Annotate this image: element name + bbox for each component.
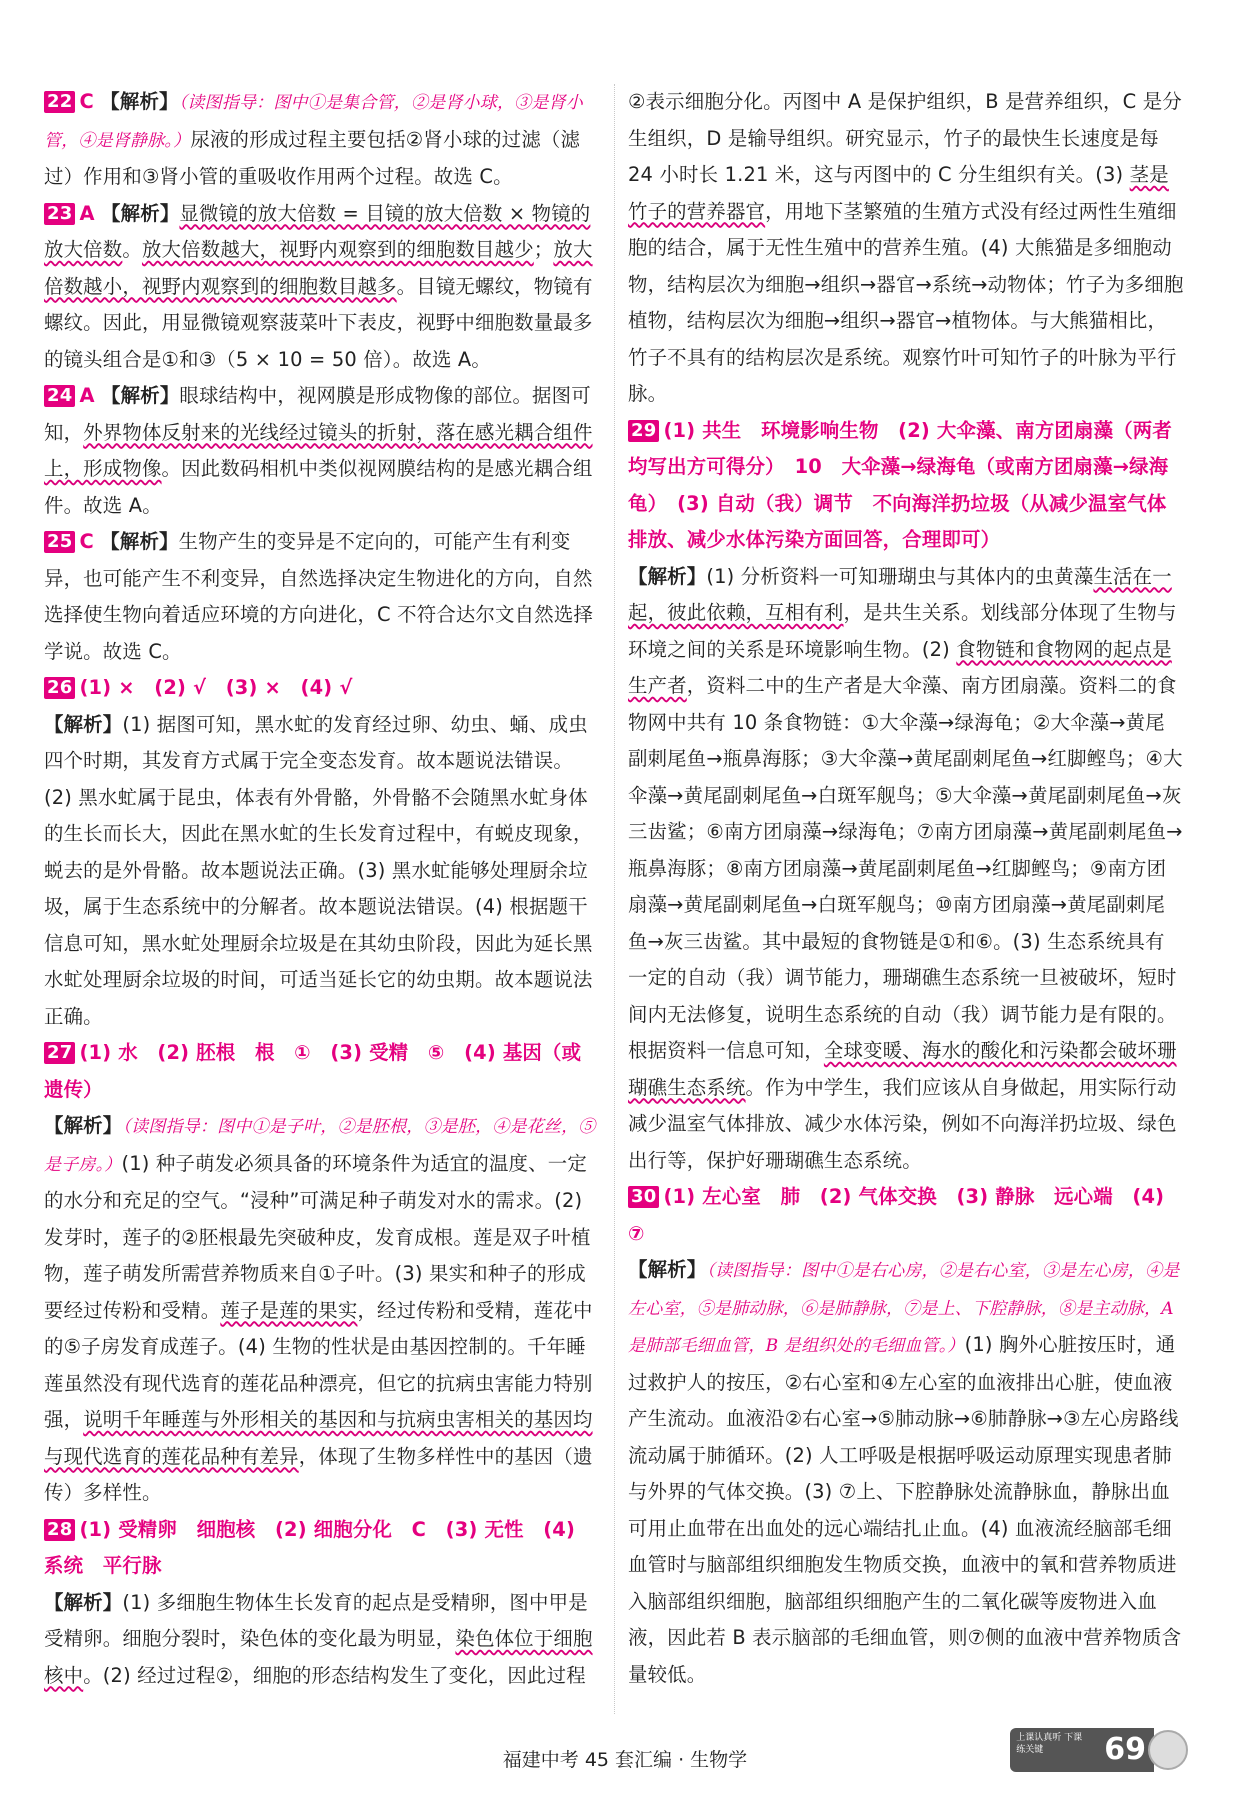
question-number: 28: [44, 1519, 75, 1541]
answer-26: [44, 670, 600, 1035]
analysis-label: 【解析】: [44, 712, 123, 736]
underlined-text: 全球变暖、海水的酸化和污染都会破坏珊瑚礁生态系统: [628, 1039, 1177, 1099]
underlined-text: 生活在一起，彼此依赖，互相有利: [628, 564, 1172, 624]
question-number: 27: [44, 1042, 75, 1064]
answer-key: C: [79, 90, 94, 113]
answer-24: [44, 378, 600, 524]
answer-28-continued: [628, 84, 1184, 413]
analysis-text: ②表示细胞分化。丙图中 A 是保护组织，B 是营养组织，C 是分生组织，D 是输导组织。研究显示，竹子的最快生长速度是每 24 小时长 1.21 米，这与丙图中的 C 分生组织有关。(3): [628, 90, 1182, 186]
answer-key: A: [79, 384, 95, 407]
analysis-label: 【解析】: [101, 384, 180, 407]
analysis-text: (1) 分析资料一可知珊瑚虫与其体内的虫黄藻: [706, 564, 1094, 588]
analysis-text: ，是共生关系。划线部分体现了生物与环境之间的关系是环境影响生物。(2): [628, 601, 1177, 661]
answer-22: [44, 84, 600, 196]
question-number: 30: [628, 1186, 659, 1208]
answer-key: (1) 共生 环境影响生物 (2) 大伞藻、南方团扇藻（两者均写出方可得分） 10 大伞藻→绿海龟（或南方团扇藻→绿海龟） (3) 自动（我）调节 不向海洋扔垃圾（从减少温室气体排放、减少水体污染方面回答，合理即可）: [628, 418, 1172, 551]
underlined-text: 放大倍数越小，视野内观察到的细胞数目越多: [44, 238, 593, 298]
analysis-text: (1) 种子萌发必须具备的环境条件为适宜的温度、一定的水分和充足的空气。“浸种”可满足种子萌发对水的需求。(2) 发芽时，莲子的②胚根最先突破种皮，发育成根。莲是双子叶植物，莲子萌发所需营养物质来自①子叶。(3) 果实和种子的形成要经过传粉和受精。: [44, 1151, 591, 1322]
answer-key: (1) × (2) √ (3) × (4) √: [79, 676, 353, 699]
analysis-text: 。作为中学生，我们应该从自身做起，用实际行动减少温室气体排放、减少水体污染，例如不向海洋扔垃圾、绿色出行等，保护好珊瑚礁生态系统。: [628, 1075, 1177, 1172]
analysis-text: 。: [122, 238, 142, 261]
analysis-text: 。目镜无螺纹，物镜有螺纹。因此，用显微镜观察菠菜叶下表皮，视野中细胞数量最多的镜头组合是①和③（5 × 10 = 50 倍）。故选 A。: [44, 274, 593, 371]
answer-29: [628, 413, 1184, 1180]
answer-key: (1) 左心室 肺 (2) 气体交换 (3) 静脉 远心端 (4) ⑦: [628, 1185, 1165, 1245]
answer-key: C: [79, 530, 94, 553]
analysis-label: 【解析】: [100, 90, 179, 113]
analysis-text: ，资料二中的生产者是大伞藻、南方团扇藻。资料二的食物网中共有 10 条食物链：①大伞藻→绿海龟；②大伞藻→黄尾副刺尾鱼→瓶鼻海豚；③大伞藻→黄尾副刺尾鱼→红脚鲣鸟；④大伞藻→黄尾副刺尾鱼→白斑军舰鸟；⑤大伞藻→黄尾副刺尾鱼→灰三齿鲨；⑥南方团扇藻→绿海龟；⑦南方团扇藻→黄尾副刺尾鱼→瓶鼻海豚；⑧南方团扇藻→黄尾副刺尾鱼→红脚鲣鸟；⑨南方团扇藻→黄尾副刺尾鱼→白斑军舰鸟；⑩南方团扇藻→黄尾副刺尾鱼→灰三齿鲨。其中最短的食物链是①和⑥。(3) 生态系统具有一定的自动（我）调节能力，珊瑚礁生态系统一旦被破坏，短时间内无法修复，说明生态系统的自动（我）调节能力是有限的。根据资料一信息可知，: [628, 674, 1183, 1062]
analysis-text: ，经过传粉和受精，莲花中的⑤子房发育成莲子。(4) 生物的性状是由基因控制的。千年睡莲虽然没有现代选育的莲花品种漂亮，但它的抗病虫害能力特别强，: [44, 1298, 593, 1431]
analysis-text: (1) 胸外心脏按压时，通过救护人的按压，②右心室和④左心室的血液排出心脏，使血液产生流动。血液沿②右心室→⑤肺动脉→⑥肺静脉→③左心房路线流动属于肺循环。(2) 人工呼吸是根据呼吸运动原理实现患者肺与外界的气体交换。(3) ⑦上、下腔静脉处流静脉血，静脉出血可用止血带在出血处的远心端结扎止血。(4) 血液流经脑部毛细血管时与脑部组织细胞发生物质交换，血液中的氧和营养物质进入脑部组织细胞，脑部组织细胞产生的二氧化碳等废物进入血液，因此若 B 表示脑部的毛细血管，则⑦侧的血液中营养物质含量较低。: [628, 1333, 1182, 1686]
analysis-text: 生物产生的变异是不定向的，可能产生有利变异，也可能产生不利变异，自然选择决定生物进化的方向，自然选择使生物向着适应环境的方向进化，C 不符合达尔文自然选择学说。故选 C。: [44, 530, 594, 663]
analysis-label: 【解析】: [44, 1590, 123, 1614]
analysis-label: 【解析】: [101, 201, 180, 225]
question-number: 29: [628, 420, 659, 442]
reading-hint: （读图指导：图中①是右心房，②是右心室，③是左心房，④是左心室，⑤是肺动脉，⑥是肺静脉，⑦是上、下腔静脉，⑧是主动脉，A 是肺部毛细血管，B 是组织处的毛细血管。）: [628, 1261, 1180, 1356]
right-column: [628, 84, 1184, 1693]
left-column: [44, 84, 600, 1694]
answer-key: (1) 水 (2) 胚根 根 ① (3) 受精 ⑤ (4) 基因（或遗传）: [44, 1041, 582, 1101]
underlined-text: 莲子是莲的果实: [220, 1298, 358, 1322]
underlined-text: 放大倍数越大，视野内观察到的细胞数目越少: [141, 238, 534, 261]
underlined-text: 外界物体反射来的光线经过镜头的折射，落在感光耦合组件上，形成物像: [44, 420, 593, 480]
analysis-text: ，用地下茎繁殖的生殖方式没有经过两性生殖细胞的结合，属于无性生殖中的营养生殖。(4) 大熊猫是多细胞动物，结构层次为细胞→组织→器官→系统→动物体；竹子为多细胞植物，结构层次为细胞→组织→器官→植物体。与大熊猫相比，竹子不具有的结构层次是系统。观察竹叶可知竹子的叶脉为平行脉。: [628, 199, 1184, 405]
analysis-text: 眼球结构中，视网膜是形成物像的部位。据图可知，: [44, 384, 591, 444]
question-number: 22: [44, 91, 75, 113]
analysis-label: 【解析】: [44, 1114, 123, 1137]
answer-key: (1) 受精卵 细胞核 (2) 细胞分化 C (3) 无性 (4) 系统 平行脉: [44, 1517, 576, 1577]
underlined-text: 显微镜的放大倍数 = 目镜的放大倍数 × 物镜的放大倍数: [44, 201, 591, 261]
analysis-text: 尿液的形成过程主要包括②肾小球的过滤（滤过）作用和③肾小管的重吸收作用两个过程。故选 C。: [44, 127, 581, 188]
answer-28: [44, 1512, 600, 1695]
underlined-text: 说明千年睡莲与外形相关的基因和与抗病虫害相关的基因均与现代选育的莲花品种有差异: [44, 1408, 593, 1468]
underlined-text: 染色体位于细胞核中: [44, 1627, 593, 1687]
analysis-text: ；: [533, 238, 554, 261]
answer-27: [44, 1035, 600, 1512]
answer-23: [44, 196, 600, 379]
analysis-label: 【解析】: [628, 564, 707, 588]
reading-hint: （读图指导：图中①是集合管，②是肾小球，③是肾小管，④是肾静脉。）: [44, 93, 583, 151]
question-number: 26: [44, 677, 75, 699]
column-divider: [614, 84, 616, 1714]
answer-30: [628, 1179, 1184, 1693]
question-number: 24: [44, 385, 75, 407]
question-number: 23: [44, 203, 75, 225]
page-number-badge: [1010, 1728, 1188, 1772]
underlined-text: 茎是竹子的营养器官: [628, 163, 1169, 223]
underlined-text: 食物链和食物网的起点是生产者: [628, 637, 1172, 697]
analysis-text: (1) 多细胞生物体生长发育的起点是受精卵，图中甲是受精卵。细胞分裂时，染色体的变化最为明显，: [44, 1590, 588, 1650]
question-number: 25: [44, 531, 75, 553]
slogan-badge: 上课认真听 下课练关键: [1010, 1728, 1096, 1772]
page-number: 69: [1096, 1728, 1154, 1772]
analysis-text: 。因此数码相机中类似视网膜结构的是感光耦合组件。故选 A。: [44, 457, 593, 517]
analysis-label: 【解析】: [100, 530, 179, 553]
analysis-text: (1) 据图可知，黑水虻的发育经过卵、幼虫、蛹、成虫四个时期，其发育方式属于完全变态发育。故本题说法错误。(2) 黑水虻属于昆虫，体表有外骨骼，外骨骼不会随黑水虻身体的生长而长大，因此在黑水虻的生长发育过程中，有蜕皮现象，蜕去的是外骨骼。故本题说法正确。(3) 黑水虻能够处理厨余垃圾，属于生态系统中的分解者。故本题说法错误。(4) 根据题干信息可知，黑水虻处理厨余垃圾是在其幼虫阶段，因此为延长黑水虻处理厨余垃圾的时间，可适当延长它的幼虫期。故本题说法正确。: [44, 712, 593, 1028]
reading-hint: （读图指导：图中①是子叶，②是胚根，③是胚，④是花丝，⑤是子房。）: [44, 1117, 596, 1175]
answer-25: [44, 524, 600, 670]
footer-title: 福建中考 45 套汇编 · 生物学: [502, 1749, 748, 1771]
answer-key: A: [79, 201, 95, 225]
mascot-icon: [1148, 1730, 1188, 1770]
analysis-text: ，体现了生物多样性中的基因（遗传）多样性。: [44, 1444, 593, 1504]
analysis-text: 。(2) 经过过程②，细胞的形态结构发生了变化，因此过程: [83, 1663, 586, 1687]
analysis-label: 【解析】: [628, 1258, 707, 1281]
